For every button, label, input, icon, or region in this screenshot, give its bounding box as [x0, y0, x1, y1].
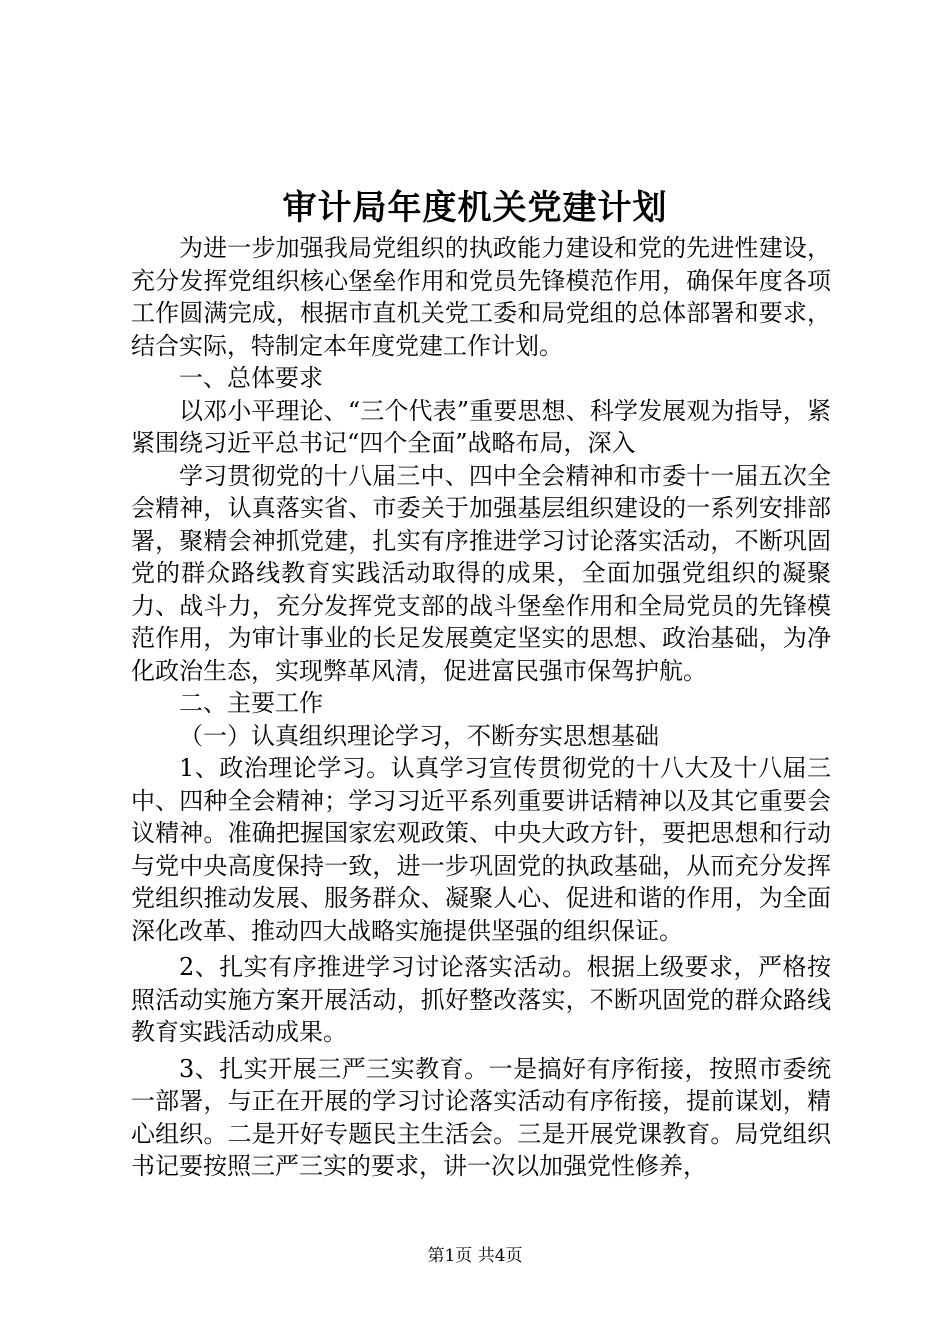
paragraph-guiding-thought: 以邓小平理论、“三个代表”重要思想、科学发展观为指导，紧紧围绕习近平总书记“四个全面”战略布局，深入: [131, 396, 831, 457]
document-title: 审计局年度机关党建计划: [282, 188, 668, 228]
paragraph-item-2: 2、扎实有序推进学习讨论落实活动。根据上级要求，严格按照活动实施方案开展活动，抓好整改落实，不断巩固党的群众路线教育实践活动成果。: [131, 953, 831, 1046]
document-body: [131, 232, 831, 1183]
page-footer: 第1页 共4页: [427, 1246, 523, 1266]
paragraph-intro: 为进一步加强我局党组织的执政能力建设和党的先进性建设，充分发挥党组织核心堡垒作用和党员先锋模范作用，确保年度各项工作圆满完成，根据市直机关党工委和局党组的总体部署和要求，结合实际，特制定本年度党建工作计划。: [131, 234, 831, 360]
paragraph-item-1: 1、政治理论学习。认真学习宣传贯彻党的十八大及十八届三中、四种全会精神；学习习近平系列重要讲话精神以及其它重要会议精神。准确把握国家宏观政策、中央大政方针，要把思想和行动与党中央高度保持一致，进一步巩固党的执政基础，从而充分发挥党组织推动发展、服务群众、凝聚人心、促进和谐的作用，为全面深化改革、推动四大战略实施提供坚强的组织保证。: [131, 754, 831, 945]
subheading-theory-study: （一）认真组织理论学习，不断夯实思想基础: [179, 721, 659, 750]
heading-main-work: 二、主要工作: [179, 689, 323, 717]
paragraph-study-spirit: 学习贯彻党的十八届三中、四中全会精神和市委十一届五次全会精神，认真落实省、市委关于加强基层组织建设的一系列安排部署，聚精会神抓党建，扎实有序推进学习讨论落实活动，不断巩固党的群众路线教育实践活动取得的成果，全面加强党组织的凝聚力、战斗力，充分发挥党支部的战斗堡垒作用和全局党员的先锋模范作用，为审计事业的长足发展奠定坚实的思想、政治基础，为净化政治生态，实现弊革风清，促进富民强市保驾护航。: [131, 461, 831, 685]
paragraph-item-3: 3、扎实开展三严三实教育。一是搞好有序衔接，按照市委统一部署，与正在开展的学习讨论落实活动有序衔接，提前谋划，精心组织。二是开好专题民主生活会。三是开展党课教育。局党组织书记要按照三严三实的要求，讲一次以加强党性修养，: [131, 1054, 831, 1180]
heading-general-requirements: 一、总体要求: [179, 364, 323, 392]
